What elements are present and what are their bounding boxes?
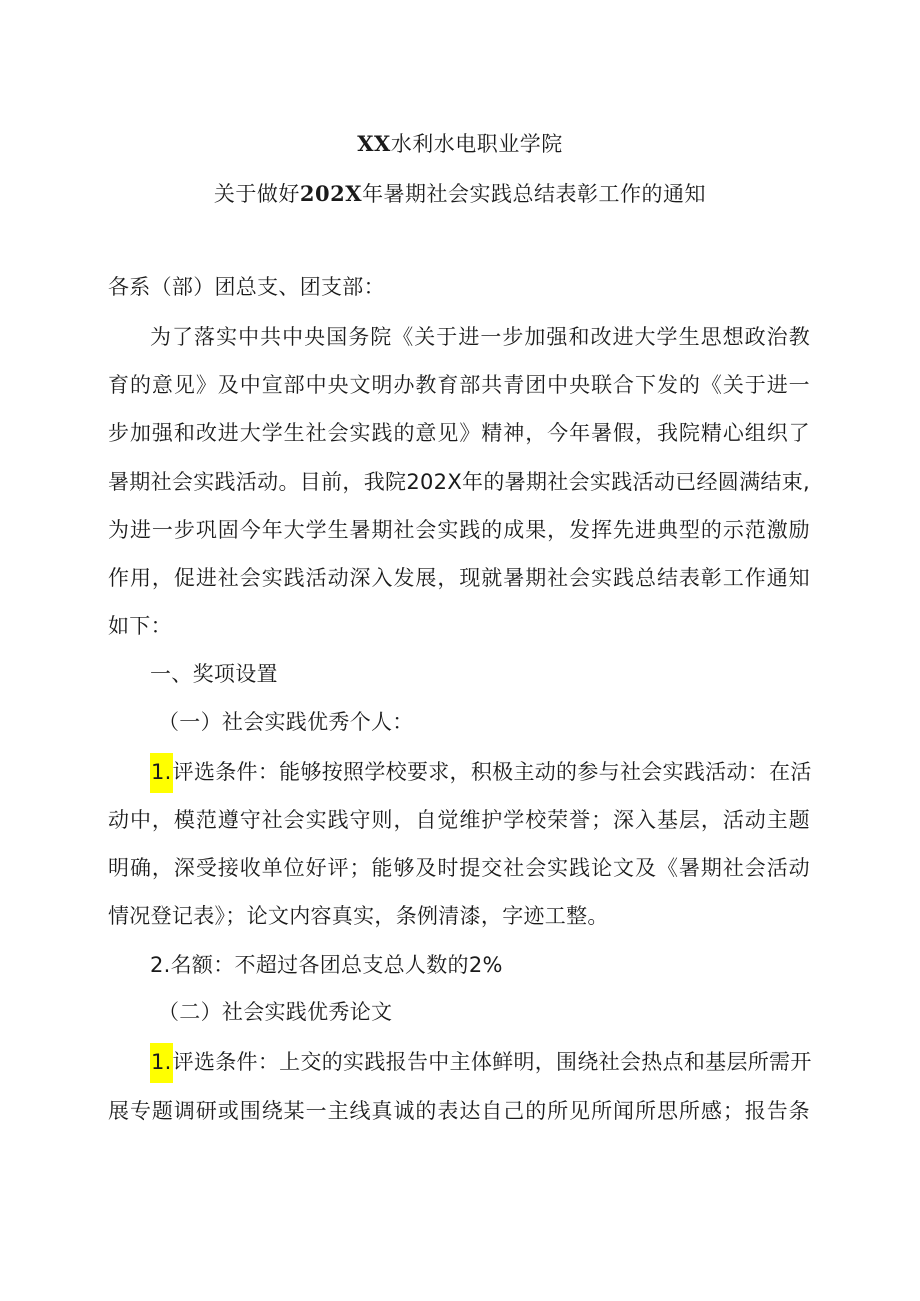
- item-number-highlighted: 1.: [150, 753, 173, 793]
- title-line-1: [0, 132, 920, 156]
- intro-line: 育的意见》及中宣部中央文明办教育部共青团中央联合下发的《关于进一: [108, 373, 810, 397]
- title-pre: 关于做好: [213, 182, 300, 206]
- criteria-line: [150, 1049, 810, 1075]
- criteria-text: 评选条件：能够按照学校要求，积极主动的参与社会实践活动：在活: [172, 760, 812, 784]
- title-post: 年暑期社会实践总结表彰工作的通知: [362, 182, 707, 206]
- intro-line: 作用，促进社会实践活动深入发展，现就暑期社会实践总结表彰工作通知: [108, 566, 810, 590]
- title-year: 202X: [299, 181, 363, 206]
- intro-line: 步加强和改进大学生社会实践的意见》精神，今年暑假，我院精心组织了: [108, 421, 810, 445]
- title-org-prefix: XX: [357, 131, 391, 156]
- criteria-line: 明确，深受接收单位好评；能够及时提交社会实践论文及《暑期社会活动: [108, 856, 810, 880]
- item-number-highlighted: 1.: [150, 1043, 173, 1083]
- intro-line: 为进一步巩固今年大学生暑期社会实践的成果，发挥先进典型的示范激励: [108, 518, 810, 542]
- subsection-heading: （一）社会实践优秀个人：: [158, 710, 414, 734]
- criteria-line: [150, 759, 810, 785]
- title-org-name: 水利水电职业学院: [390, 132, 563, 156]
- subsection-heading: （二）社会实践优秀论文: [158, 1000, 393, 1024]
- section-heading: 一、奖项设置: [150, 662, 278, 686]
- salutation: 各系（部）团总支、团支部：: [108, 275, 385, 299]
- intro-line: 暑期社会实践活动。目前，我院202X年的暑期社会实践活动已经圆满结束,: [108, 470, 810, 494]
- criteria-line: 动中，模范遵守社会实践守则，自觉维护学校荣誉；深入基层，活动主题: [108, 808, 810, 832]
- intro-line: 如下：: [108, 614, 172, 638]
- criteria-line: 展专题调研或围绕某一主线真诚的表达自己的所见所闻所思所感；报告条: [108, 1099, 810, 1123]
- intro-line: 为了落实中共中央国务院《关于进一步加强和改进大学生思想政治教: [150, 325, 810, 349]
- quota-line: 2.名额：不超过各团总支总人数的2%: [150, 953, 503, 977]
- criteria-text: 评选条件：上交的实践报告中主体鲜明，围绕社会热点和基层所需开: [172, 1050, 812, 1074]
- title-line-2: [0, 182, 920, 206]
- criteria-line: 情况登记表》；论文内容真实，条例清漆，字迹工整。: [108, 904, 609, 928]
